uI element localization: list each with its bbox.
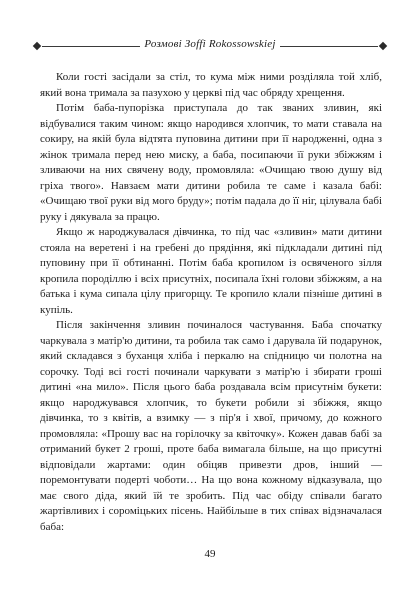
paragraph: Потім баба-пупорізка приступала до так званих зливин, які відбувалися таким чином: якщо народився хлопчик, то мати ставала на сокиру, на якій була відтята пуповина дитини при її народженні, одна з жінок тримала перед нею миску, а баба, посипаючи її руки збіжжям і зливаючи на них свячену воду, промовляла: «Очищаю твою душу від гріха твого». Навзаєм мати дитини робила те саме і казала бабі: «Очищаю твої руки від мого бруду»; потім падала до її ніг, цілувала бабі руку і дякувала за працю. [40, 102, 382, 223]
running-header [32, 34, 388, 58]
running-header-title: Розмові Зоffi Rokossowskiej [144, 38, 276, 50]
paragraph: Після закінчення зливин починалося частування. Баба спочатку чаркувала з матір'ю дитини, та робила так само і дарувала їй подарунок, який складався з буханця хліба і перкалю на спідницю чи полотна на сорочку. Тоді всі гості починали чаркувати з матір'ю і збирати гроші дитині «на мило». Після цього баба роздавала всім присутнім букети: якщо народжувався хлопчик, то букети робили зі збіжжя, якщо дівчинка, то з квітів, а взимку — з пір'я і хвої, причому, до кожного промовляла: «Прошу вас на горілочку за квіточку». Кожен давав бабі за отриманий букет 2 гроші, проте баба вимагала більше, на що присутні відповідали жартами: один обіцяв привезти дров, інший — поремонтувати подерті чоботи… На що вона кожному відказувала, що має свого діда, який їй те зробить. Під час обіду співали багато жартівливих і сороміцьких пісень. Найбільше в тих співах відзначалася баба: [40, 319, 382, 533]
paragraph: Коли гості засідали за стіл, то кума між ними розділяла той хліб, який вона тримала за пазухою у церкві під час обряду хрещення. [40, 71, 382, 99]
body-text [40, 70, 382, 535]
paragraph: Якщо ж народжувалася дівчинка, то під час «зливин» мати дитини стояла на веретені і на гребені до прядіння, які підкладали дитині під пуповину при її обтинанні. Потім баба кропилом із освяченого зілля кропила породіллю і всіх присутніх, посипала їхні голови збіжжям, а на батька і кума сипала цілу пригорщу. Те кропило клали пізніше дитині в купіль. [40, 226, 382, 316]
right-header-rule [280, 46, 378, 47]
page-number: 49 [204, 548, 216, 560]
